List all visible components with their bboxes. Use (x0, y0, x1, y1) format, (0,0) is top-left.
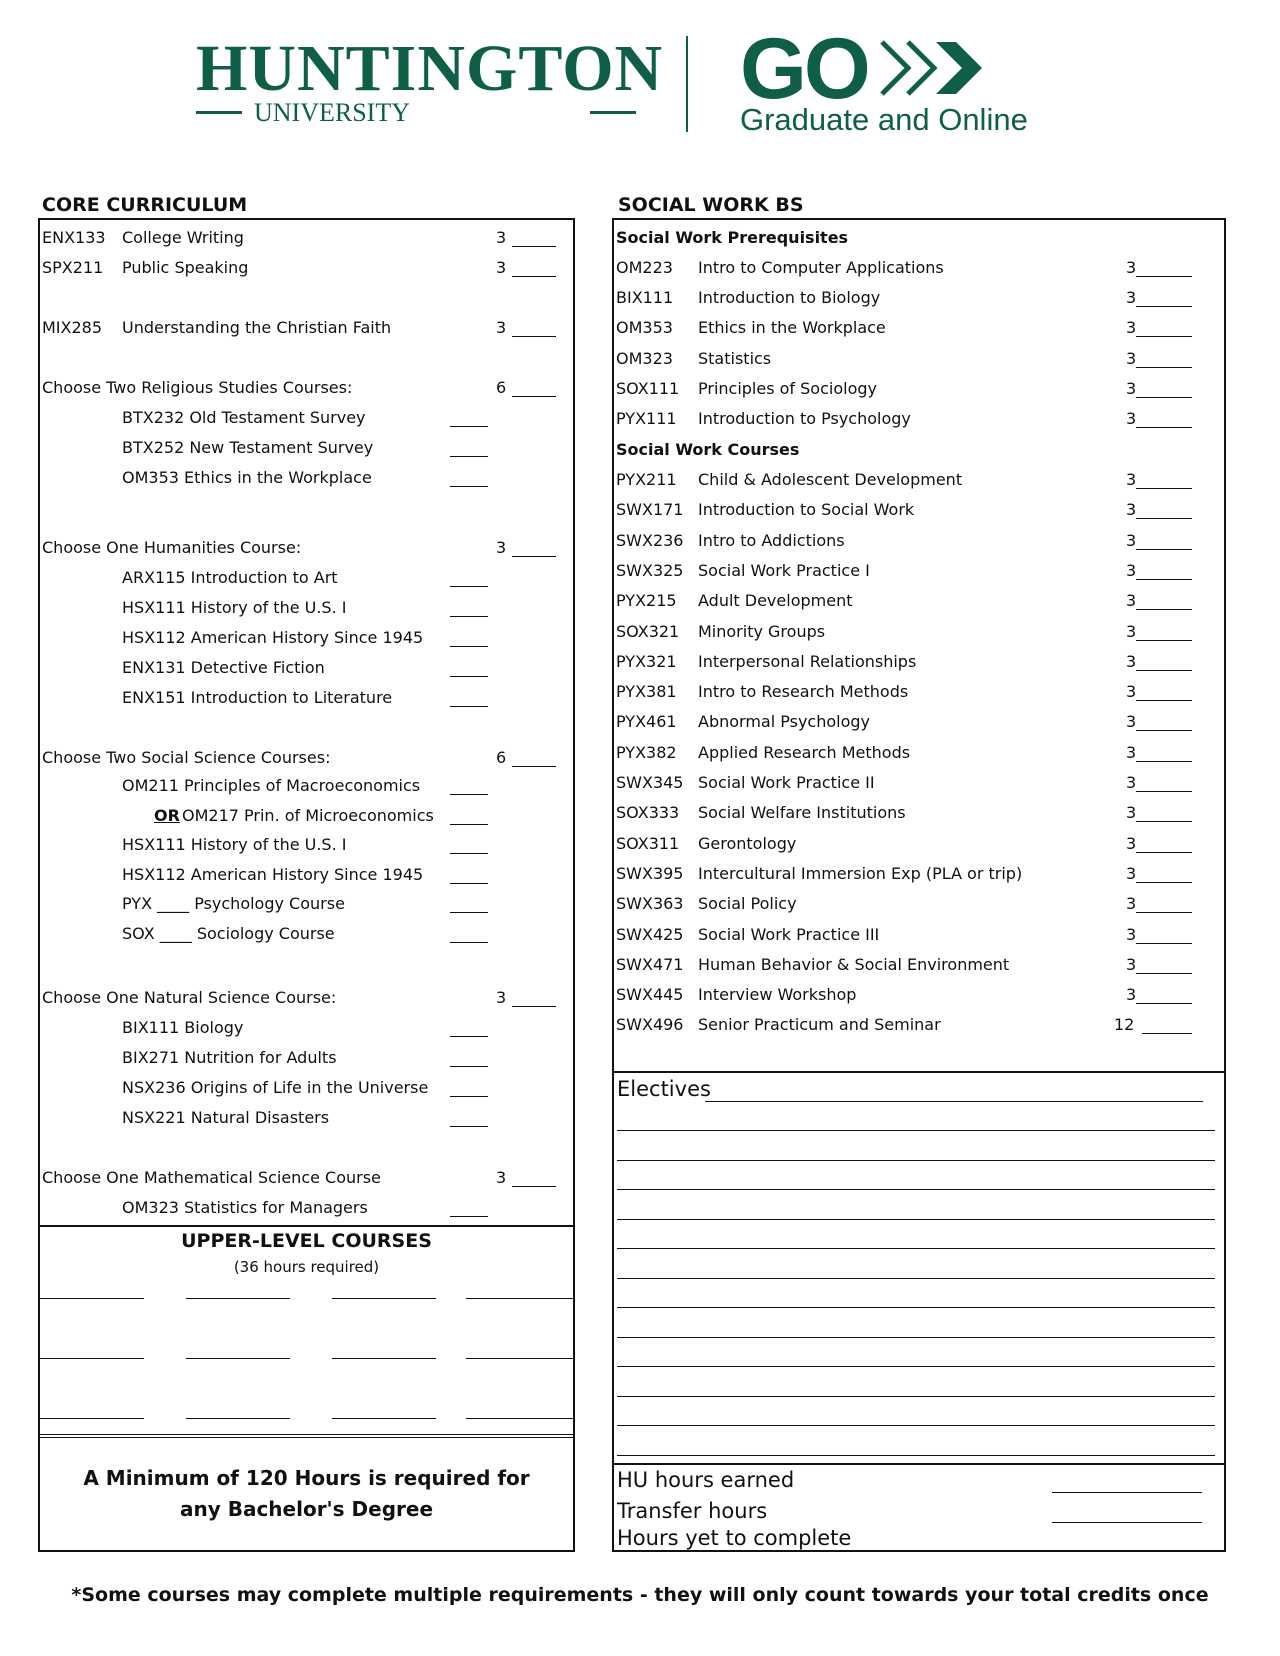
course-code: PYX461 (616, 712, 677, 732)
course-code: MIX285 (42, 318, 103, 337)
course-name: Minority Groups (698, 621, 826, 641)
upper-level-subtitle: (36 hours required) (233, 1258, 380, 1276)
elective-line[interactable] (617, 1189, 1215, 1190)
hours-value: 12 (1114, 1015, 1135, 1035)
hours-blank[interactable] (1136, 821, 1192, 822)
course-code: SOX321 (616, 621, 680, 641)
course-code: BIX111 (616, 288, 674, 308)
course-name: Intro to Computer Applications (698, 258, 944, 277)
course-option: SOX ____ Sociology Course (122, 923, 335, 943)
course-code: PYX381 (616, 682, 677, 702)
upper-course-blank[interactable] (466, 1358, 574, 1359)
hours-value: 3 (496, 228, 507, 247)
course-option: ENX151 Introduction to Literature (122, 688, 393, 707)
hours-value: 3 (1126, 833, 1137, 853)
course-name: Social Work Practice II (698, 773, 875, 792)
course-code: PYX321 (616, 651, 677, 671)
course-name: Understanding the Christian Faith (122, 318, 392, 337)
course-option: BIX271 Nutrition for Adults (122, 1048, 337, 1067)
option-checkbox-blank[interactable] (450, 426, 488, 427)
course-name: Intro to Addictions (698, 530, 845, 550)
hours-divider (612, 1463, 1226, 1465)
prereq-heading: Social Work Prerequisites (616, 228, 849, 247)
option-checkbox-blank[interactable] (450, 942, 488, 943)
hours-blank[interactable] (512, 276, 556, 277)
course-code: PYX211 (616, 470, 677, 489)
course-option: PYX ____ Psychology Course (122, 894, 345, 913)
upper-divider (38, 1225, 575, 1227)
course-name: Introduction to Social Work (698, 500, 915, 520)
course-option: BIX111 Biology (122, 1018, 244, 1037)
course-name: Public Speaking (122, 258, 249, 277)
hours-value: 3 (496, 538, 507, 557)
hours-value: 3 (1126, 863, 1137, 883)
hours-value: 3 (1126, 985, 1137, 1005)
requirement-label: Choose One Humanities Course: (42, 538, 302, 557)
course-option: ARX115 Introduction to Art (122, 568, 338, 587)
hours-blank[interactable] (1136, 488, 1192, 489)
elective-line[interactable] (617, 1425, 1215, 1426)
hours-blank[interactable] (1136, 973, 1192, 974)
hours-blank[interactable] (512, 336, 556, 337)
hours-blank[interactable] (1136, 276, 1192, 277)
course-code: SWX445 (616, 985, 684, 1005)
hours-blank[interactable] (1136, 336, 1192, 337)
hours-value: 3 (1126, 773, 1137, 792)
course-name: Statistics (698, 348, 772, 368)
core-curriculum-title: CORE CURRICULUM (42, 194, 248, 216)
course-name: Intercultural Immersion Exp (PLA or trip) (698, 863, 1023, 883)
university-logo-name: HUNTINGTON (196, 32, 664, 105)
hours-value: 3 (496, 988, 507, 1007)
option-checkbox-blank[interactable] (450, 616, 488, 617)
hours-blank[interactable] (1136, 730, 1192, 731)
course-code: SWX325 (616, 560, 684, 580)
course-code: PYX215 (616, 591, 677, 611)
hours-remaining-blank[interactable] (1052, 1550, 1202, 1551)
transfer-hours-blank[interactable] (1052, 1522, 1202, 1523)
course-name: Interpersonal Relationships (698, 651, 917, 671)
course-option: BTX252 New Testament Survey (122, 438, 374, 457)
hours-value: 3 (1126, 954, 1137, 974)
course-code: OM323 (616, 348, 673, 368)
elective-line[interactable] (617, 1337, 1215, 1338)
hours-blank[interactable] (1136, 579, 1192, 580)
hours-value: 3 (496, 258, 507, 277)
upper-course-blank[interactable] (40, 1418, 144, 1419)
course-name: Social Welfare Institutions (698, 803, 906, 823)
electives-blank[interactable] (705, 1101, 1203, 1102)
logo-divider (686, 36, 688, 132)
elective-line[interactable] (617, 1396, 1215, 1397)
hours-blank[interactable] (512, 246, 556, 247)
course-code: OM353 (616, 318, 673, 338)
hours-blank[interactable] (1136, 943, 1192, 944)
transfer-hours-label: Transfer hours (617, 1499, 768, 1523)
upper-course-blank[interactable] (40, 1358, 144, 1359)
elective-line[interactable] (617, 1130, 1215, 1131)
hours-blank[interactable] (1136, 306, 1192, 307)
course-option: HSX112 American History Since 1945 (122, 628, 424, 647)
hours-value: 3 (1126, 621, 1137, 641)
hours-value: 3 (1126, 803, 1137, 823)
electives-divider (612, 1071, 1226, 1073)
course-code: SOX311 (616, 833, 680, 853)
electives-label: Electives (617, 1077, 711, 1101)
hours-blank[interactable] (512, 766, 556, 767)
course-name: Senior Practicum and Seminar (698, 1015, 941, 1035)
elective-line[interactable] (617, 1455, 1215, 1456)
requirement-label: Choose One Mathematical Science Course (42, 1168, 381, 1187)
course-code: PYX382 (616, 742, 677, 762)
hours-value: 3 (1126, 591, 1137, 611)
course-code: SWX471 (616, 954, 684, 974)
requirement-label: Choose One Natural Science Course: (42, 988, 337, 1007)
course-code: SWX363 (616, 894, 684, 914)
hours-blank[interactable] (1136, 640, 1192, 641)
hours-blank[interactable] (1136, 518, 1192, 519)
hours-value: 3 (1126, 682, 1137, 702)
hours-blank[interactable] (1136, 397, 1192, 398)
or-label: OR (154, 805, 180, 825)
upper-course-blank[interactable] (466, 1298, 574, 1299)
course-name: Intro to Research Methods (698, 682, 909, 702)
hours-blank[interactable] (1136, 852, 1192, 853)
course-name: Abnormal Psychology (698, 712, 871, 732)
option-checkbox-blank[interactable] (450, 486, 488, 487)
hours-value: 3 (1126, 318, 1137, 338)
minimum-hours-line2: any Bachelor's Degree (179, 1497, 434, 1521)
course-name: Social Work Practice III (698, 924, 880, 944)
hours-value: 3 (1126, 378, 1137, 398)
upper-course-blank[interactable] (186, 1298, 290, 1299)
upper-level-title: UPPER-LEVEL COURSES (181, 1230, 432, 1252)
elective-line[interactable] (617, 1219, 1215, 1220)
option-checkbox-blank[interactable] (450, 824, 488, 825)
option-checkbox-blank[interactable] (450, 1126, 488, 1127)
hours-blank[interactable] (1136, 882, 1192, 883)
hours-value: 3 (1126, 560, 1137, 580)
course-name: Introduction to Psychology (698, 409, 911, 428)
course-name: Human Behavior & Social Environment (698, 954, 1010, 974)
hours-value: 3 (1126, 409, 1137, 428)
hours-blank[interactable] (1136, 912, 1192, 913)
course-name: Social Work Practice I (698, 560, 870, 580)
hours-value: 6 (496, 748, 507, 767)
course-code: ENX133 (42, 228, 106, 247)
upper-course-blank[interactable] (332, 1418, 436, 1419)
hours-blank[interactable] (512, 556, 556, 557)
minimum-hours-line1: A Minimum of 120 Hours is required for (83, 1466, 530, 1490)
courses-heading: Social Work Courses (616, 440, 800, 459)
hours-blank[interactable] (1136, 549, 1192, 550)
hours-blank[interactable] (1136, 700, 1192, 701)
hours-blank[interactable] (1136, 609, 1192, 610)
course-name: Ethics in the Workplace (698, 318, 886, 338)
course-name: Interview Workshop (698, 985, 857, 1005)
hours-blank[interactable] (1136, 761, 1192, 762)
course-option: ENX131 Detective Fiction (122, 658, 325, 677)
course-option: NSX236 Origins of Life in the Universe (122, 1078, 429, 1097)
hours-remaining-label: Hours yet to complete (617, 1526, 852, 1550)
hours-blank[interactable] (1136, 791, 1192, 792)
course-option: HSX111 History of the U.S. I (122, 598, 347, 617)
hours-value: 3 (496, 318, 507, 337)
hours-value: 6 (496, 378, 507, 397)
hours-value: 3 (1126, 470, 1137, 489)
course-code: PYX111 (616, 409, 677, 428)
hours-blank[interactable] (512, 396, 556, 397)
hours-value: 3 (1126, 288, 1137, 308)
course-code: SWX236 (616, 530, 684, 550)
course-code: OM223 (616, 258, 673, 277)
hours-value: 3 (1126, 530, 1137, 550)
course-option: OM211 Principles of Macroeconomics (122, 776, 421, 795)
course-code: SOX111 (616, 378, 680, 398)
option-checkbox-blank[interactable] (450, 853, 488, 854)
go-logo-subtitle: Graduate and Online (740, 102, 1028, 137)
option-checkbox-blank[interactable] (450, 794, 488, 795)
course-name: Child & Adolescent Development (698, 470, 963, 489)
option-checkbox-blank[interactable] (450, 456, 488, 457)
option-checkbox-blank[interactable] (450, 1096, 488, 1097)
hours-blank[interactable] (1136, 427, 1192, 428)
option-checkbox-blank[interactable] (450, 1216, 488, 1217)
option-checkbox-blank[interactable] (450, 586, 488, 587)
upper-course-blank[interactable] (466, 1418, 574, 1419)
hours-blank[interactable] (1142, 1033, 1192, 1034)
hours-value: 3 (1126, 712, 1137, 732)
hours-value: 3 (1126, 742, 1137, 762)
hours-value: 3 (1126, 924, 1137, 944)
course-name: Social Policy (698, 894, 797, 914)
course-code: SWX425 (616, 924, 684, 944)
elective-line[interactable] (617, 1307, 1215, 1308)
upper-course-blank[interactable] (332, 1358, 436, 1359)
course-code: SWX171 (616, 500, 684, 520)
course-code: SWX496 (616, 1015, 684, 1035)
elective-line[interactable] (617, 1366, 1215, 1367)
course-code: SPX211 (42, 258, 104, 277)
minimum-divider (38, 1434, 575, 1438)
course-name: Adult Development (698, 591, 853, 611)
upper-course-blank[interactable] (186, 1358, 290, 1359)
course-name: Introduction to Biology (698, 288, 881, 308)
elective-line[interactable] (617, 1278, 1215, 1279)
elective-line[interactable] (617, 1160, 1215, 1161)
requirement-label: Choose Two Religious Studies Courses: (42, 378, 353, 397)
course-name: Applied Research Methods (698, 742, 911, 762)
hours-value: 3 (1126, 500, 1137, 520)
upper-course-blank[interactable] (40, 1298, 144, 1299)
option-checkbox-blank[interactable] (450, 706, 488, 707)
course-code: SWX345 (616, 773, 684, 792)
course-option: OM323 Statistics for Managers (122, 1198, 368, 1217)
requirement-label: Choose Two Social Science Courses: (42, 748, 331, 767)
course-option: OM353 Ethics in the Workplace (122, 468, 372, 487)
option-checkbox-blank[interactable] (450, 676, 488, 677)
course-option: NSX221 Natural Disasters (122, 1108, 330, 1127)
course-name: College Writing (122, 228, 244, 247)
course-code: SOX333 (616, 803, 680, 823)
social-work-title: SOCIAL WORK BS (618, 194, 804, 216)
hours-value: 3 (1126, 348, 1137, 368)
university-logo-subtitle: UNIVERSITY (196, 98, 636, 126)
option-checkbox-blank[interactable] (450, 883, 488, 884)
hu-hours-blank[interactable] (1052, 1492, 1202, 1493)
course-option: HSX112 American History Since 1945 (122, 864, 424, 884)
course-option: OM217 Prin. of Microeconomics (182, 805, 434, 825)
hours-value: 3 (1126, 894, 1137, 914)
hours-value: 3 (1126, 258, 1137, 277)
elective-line[interactable] (617, 1248, 1215, 1249)
footnote: *Some courses may complete multiple requirements - they will only count towards your total credits once (71, 1584, 1209, 1606)
course-code: SWX395 (616, 863, 684, 883)
hu-hours-label: HU hours earned (617, 1468, 795, 1492)
chevron-arrows-icon (878, 38, 1008, 98)
course-option: HSX111 History of the U.S. I (122, 835, 347, 854)
hours-value: 3 (1126, 651, 1137, 671)
hours-value: 3 (496, 1168, 507, 1187)
go-logo: GO (740, 21, 868, 117)
hours-blank[interactable] (512, 1186, 556, 1187)
course-name: Principles of Sociology (698, 378, 877, 398)
hours-blank[interactable] (1136, 670, 1192, 671)
upper-course-blank[interactable] (186, 1418, 290, 1419)
option-checkbox-blank[interactable] (450, 646, 488, 647)
option-checkbox-blank[interactable] (450, 1066, 488, 1067)
option-checkbox-blank[interactable] (450, 912, 488, 913)
course-name: Gerontology (698, 833, 797, 853)
hours-blank[interactable] (1136, 1003, 1192, 1004)
upper-course-blank[interactable] (332, 1298, 436, 1299)
course-option: BTX232 Old Testament Survey (122, 408, 366, 427)
hours-blank[interactable] (1136, 367, 1192, 368)
option-checkbox-blank[interactable] (450, 1036, 488, 1037)
hours-blank[interactable] (512, 1006, 556, 1007)
